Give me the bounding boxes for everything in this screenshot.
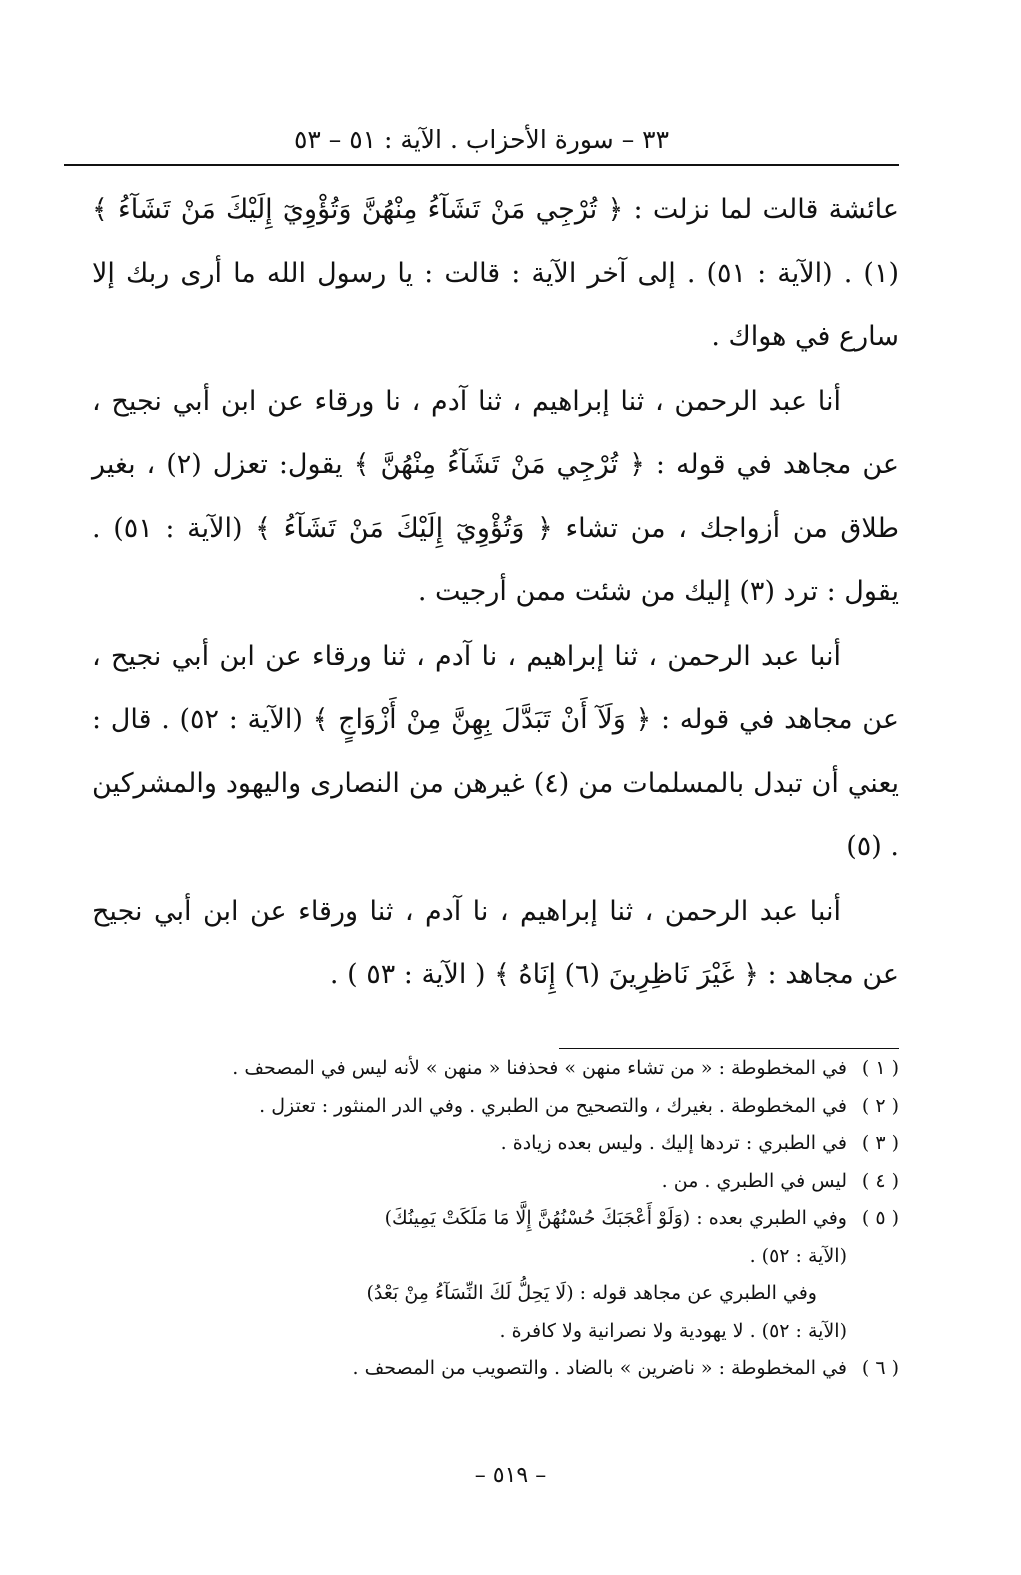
paragraph-3: [92, 625, 899, 879]
paragraph-4: [92, 880, 899, 1007]
footnote-rule: [559, 1048, 899, 1049]
text-line: بِهِنَّ مِنْ أَزْوَاجٍ ﴾ (الآية : ٥٢) . قال : يعني أن تبدل بالمسلمات من (٤): [92, 704, 899, 799]
main-text: [92, 178, 899, 1007]
text-line: عائشة قالت لما نزلت : ﴿ تُرْجِي مَنْ تَشَآءُ مِنْهُنَّ وَتُؤْوِيٓ إِلَيْكَ: [226, 194, 899, 225]
footnote-1: [92, 1050, 899, 1088]
text-line: أنبا عبد الرحمن ، ثنا إبراهيم ، نا آدم ، ثنا ورقاء عن: [250, 895, 841, 927]
footnote-text: وفي الطبري بعده : (وَلَوْ أَعْجَبَكَ حُسْنُهُنَّ إِلَّا مَا مَلَكَتْ يَمِينُكَ): [384, 1207, 847, 1229]
header-rule: [64, 164, 899, 166]
footnote-number: ( ١ ): [861, 1057, 899, 1079]
footnote-text: في المخطوطة : « من تشاء منهن » فحذفنا « منهن » لأنه ليس في المصحف .: [232, 1057, 847, 1079]
footnote-4: [92, 1163, 899, 1201]
footnote-text: في الطبري : تردها إليك . وليس بعده زيادة .: [500, 1132, 847, 1154]
footnote-6: [92, 1350, 899, 1388]
text-line: ممن أرجيت .: [417, 576, 567, 607]
text-line: أنا عبد الرحمن ، ثنا إبراهيم ، ثنا آدم ، نا ورقاء عن: [267, 385, 841, 417]
footnote-text: في المخطوطة . بغيرك ، والتصحيح من الطبري . وفي الدر المنثور : تعتزل .: [259, 1094, 847, 1117]
page-number: – ٥١٩ –: [474, 1463, 547, 1488]
paragraph-2: [92, 370, 899, 624]
running-head: ٣٣ – سورة الأحزاب . الآية : ٥١ – ٥٣: [293, 125, 669, 154]
footnote-continuation: (الآية : ٥٢) . لا يهودية ولا نصرانية ولا كافرة .: [499, 1319, 847, 1342]
footnote-3: [92, 1125, 899, 1163]
footnote-number: ( ٤ ): [861, 1169, 899, 1192]
text-line: يقول: تعزل (٢) ، بغير طلاق من أزواجك ، من تشاء ﴿ وَتُؤْوِيٓ: [92, 449, 899, 544]
text-line: ابن أبي نجيح عن مجاهد : ﴿ غَيْرَ نَاظِرِينَ (٦) إِنَاهُ ﴾ ( الآية : ٥٣ ) .: [92, 895, 899, 990]
text-line: غيرهن من النصارى واليهود والمشركين . (٥): [92, 767, 899, 862]
footnote-text: في المخطوطة : « ناضرين » بالضاد . والتصويب من المصحف .: [352, 1357, 847, 1379]
footnote-continuation: (الآية : ٥٢) .: [749, 1244, 847, 1267]
text-line: ما أرى ربك إلا سارع في هواك .: [92, 257, 899, 352]
text-line: أنبا عبد الرحمن ، ثنا إبراهيم ، نا آدم ، ثنا ورقاء: [311, 640, 841, 672]
footnote-5-addendum: وفي الطبري عن مجاهد قوله : (لَا يَحِلُّ لَكَ النِّسَآءُ مِنْ بَعْدُ): [366, 1282, 817, 1304]
footnote-text: ليس في الطبري . من .: [661, 1169, 847, 1192]
text-line: عن ابن أبي نجيح ، عن مجاهد في قوله : ﴿ وَلَآ أَنْ تَبَدَّلَ: [92, 640, 899, 735]
footnote-5: [92, 1200, 899, 1238]
text-line: إِلَيْكَ مَنْ تَشَآءُ ﴾ (الآية : ٥١) . يقول : ترد (٣) إليك من شئت: [92, 512, 899, 607]
footnotes: [92, 1050, 899, 1388]
footnote-number: ( ٥ ): [861, 1207, 899, 1229]
footnote-number: ( ٣ ): [861, 1132, 899, 1154]
text-line: ابن أبي نجيح ، عن مجاهد في قوله : ﴿ تُرْجِي مَنْ تَشَآءُ مِنْهُنَّ ﴾: [92, 385, 900, 480]
paragraph-1: [92, 178, 899, 369]
text-line: مَنْ تَشَآءُ ﴾ (١) . (الآية : ٥١) . إلى آخر الآية : قالت : يا رسول الله: [92, 194, 899, 289]
footnote-2: [92, 1088, 899, 1126]
footnote-number: ( ٢ ): [861, 1094, 899, 1117]
footnote-number: ( ٦ ): [861, 1357, 899, 1379]
